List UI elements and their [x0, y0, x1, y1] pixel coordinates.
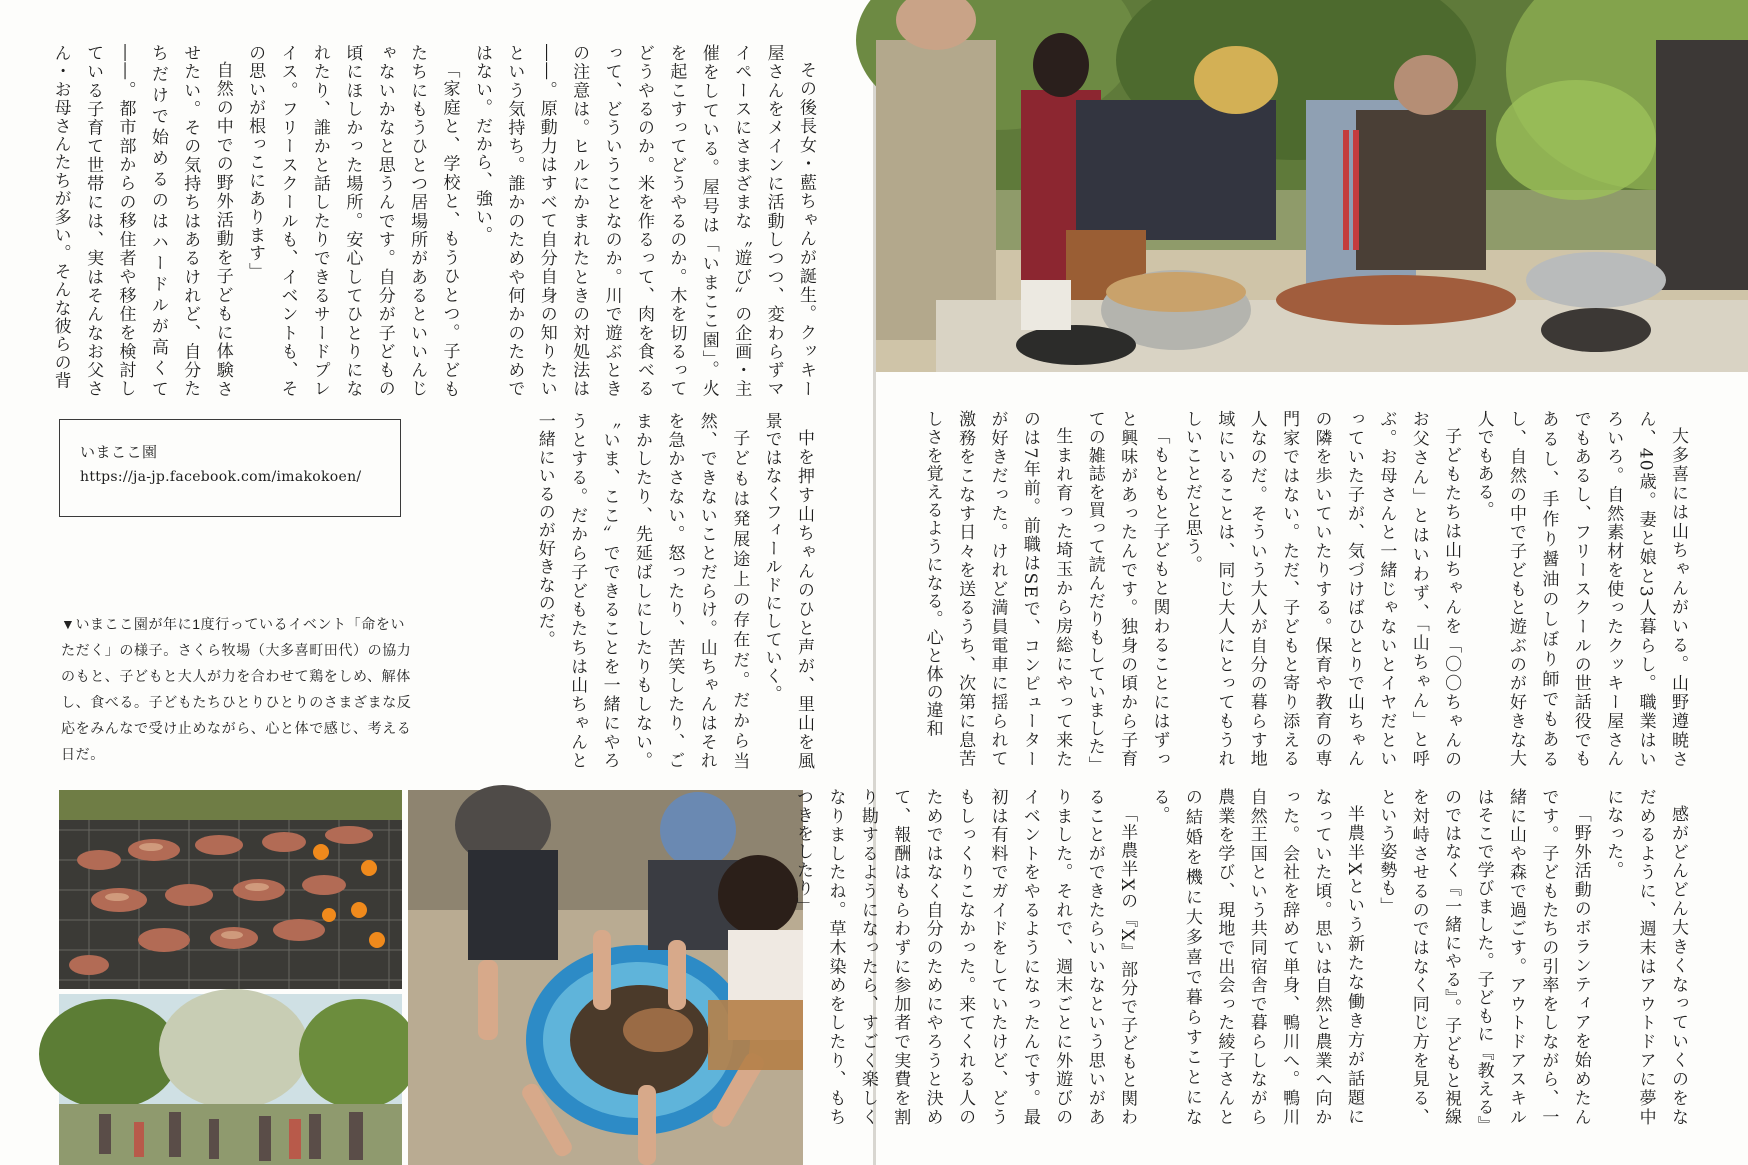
paragraph: 感がどんどん大きくなっていくのをなだめるように、週末はアウトドアに夢中になった。: [1603, 788, 1688, 1126]
paragraph: 「もともと子どもと関わることにはずっと興味があったんです。独身の頃から子育ての雑誌を買って読んだりもしていました」: [1084, 410, 1170, 774]
paragraph: 「半農半Xの『X』部分で子どもと関わることができたらいいなという思いがありました。それで、週末ごとに外遊びのイベントをやるようになったんです。最初は有料でガイドをしていたけど、どうもしっくりこなかった。来てくれる人のためではなく自分のためにやろうと決めて、報酬はもらわずに参加者で実費を割り勘するようになったら、すごく楽しくなりましたね。草木染めをしたり、もちつきをしたり」: [793, 788, 1138, 1126]
info-box: [59, 419, 401, 517]
paragraph: 「家庭と、学校と、もうひとつ。子どもたちにもうひとつ居場所があるといいんじゃないかなと思うんです。自分が子どもの頃にほしかった場所。安心してひとりになれたり、誰かと話したりできるサードプレイス。フリースクールも、イベントも、その思いが根っこにあります」: [245, 44, 460, 398]
right-lower-text-column: [793, 788, 1694, 1126]
left-lower-text-column: [530, 412, 820, 770]
paragraph: 中を押す山ちゃんのひと声が、里山を風景ではなくフィールドにしていく。: [761, 412, 814, 770]
children-plucking-chicken-photo: [408, 790, 803, 1165]
paragraph: 大多喜には山ちゃんがいる。山野遵暁さん、40歳。妻と娘と3人暮らし。職業はいろいろ。自然素材を使ったクッキー屋さんでもあるし、フリースクールの世話役でもあるし、手作り醤油のしぼり師でもあるし、自然の中で子どもと遊ぶのが好きな大人でもある。: [1473, 410, 1688, 768]
info-box-name: いまここ園: [80, 444, 158, 461]
paragraph: 子どもは発展途上の存在だ。だから当然、できないことだらけ。山ちゃんはそれを急かさない。怒ったり、苦笑したり、ごまかしたり、先延ばしにしたりもしない。〝いま、ここ〟でできることを一緒にやろうとする。だから子どもたちは山ちゃんと一緒にいるのが好きなのだ。: [534, 412, 750, 770]
right-upper-text-column: [922, 410, 1694, 774]
outdoor-butchering-photo: [876, 0, 1748, 372]
paragraph: 「野外活動のボランティアを始めたんです。子どもたちの引率をしながら、一緒に山や森で過ごす。アウトドアスキルはそこで学びました。子どもに『教える』のではなく『一緒にやる』。子どもと視線を対峙させるのではなく同じ方を見る、という姿勢も」: [1376, 788, 1591, 1126]
grilled-chicken-photo: [59, 790, 402, 989]
photo-caption: ▼いまここ園が年に1度行っているイベント「命をいただく」の様子。さくら牧場（大多喜町田代）の協力のもと、子どもと大人が力を合わせて鶏をしめ、解体し、食べる。子どもたちひとりひとりのさまざまな反応をみんなで受け止めながら、心と体で感じ、考える日だ。: [61, 616, 412, 762]
paragraph: その後長女・藍ちゃんが誕生。クッキー屋さんをメインに活動しつつ、変わらずマイペースにさまざまな〝遊び〟の企画・主催をしている。屋号は「いまここ園」。火を起こすってどうやるのか。木を切るってどうやるのか。米を作るって、肉を食べるって、どういうことなのか。川で遊ぶときの注意は。ヒルにかまれたときの対処法は――。原動力はすべて自分自身の知りたいという気持ち。誰かのためや何かのためではない。だから、強い。: [471, 44, 816, 398]
info-box-url[interactable]: https://ja-jp.facebook.com/imakokoen/: [80, 469, 362, 485]
paragraph: 自然の中での野外活動を子どもに体験させたい。その気持ちはあるけれど、自分たちだけで始めるのはハードルが高くて――。都市部からの移住者や移住を検討している子育て世帯には、実はそんなお父さん・お母さんたちが多い。そんな彼らの背: [50, 44, 233, 398]
left-upper-text-column: [50, 44, 822, 398]
right-page: [793, 0, 1748, 1165]
park-trees-photo: [59, 994, 402, 1165]
paragraph: 生まれ育った埼玉から房総にやって来たのは7年前。前職はSEで、コンピューターが好きだった。けれど満員電車に揺られて激務をこなす日々を送るうち、次第に息苦しさを覚えるようになる。心と体の違和: [922, 410, 1073, 768]
left-page: [0, 0, 873, 1165]
paragraph: 半農半Xという新たな働き方が話題になっていた頃。思いは自然と農業へ向かった。会社を辞めて単身、鴨川へ。鴨川自然王国という共同宿舎で暮らしながら農業を学び、現地で出会った綾子さんとの結婚を機に大多喜で暮らすことになる。: [1149, 788, 1364, 1126]
paragraph: 子どもたちは山ちゃんを「〇〇ちゃんのお父さん」とはいわず、「山ちゃん」と呼ぶ。お母さんと一緒じゃないとイヤだといっていた子が、気づけばひとりで山ちゃんの隣を歩いていたりする。保育や教育の専門家ではない。ただ、子どもと寄り添える人なのだ。そういう大人が自分の暮らす地域にいることは、同じ大人にとってもうれしいことだと思う。: [1181, 410, 1462, 768]
